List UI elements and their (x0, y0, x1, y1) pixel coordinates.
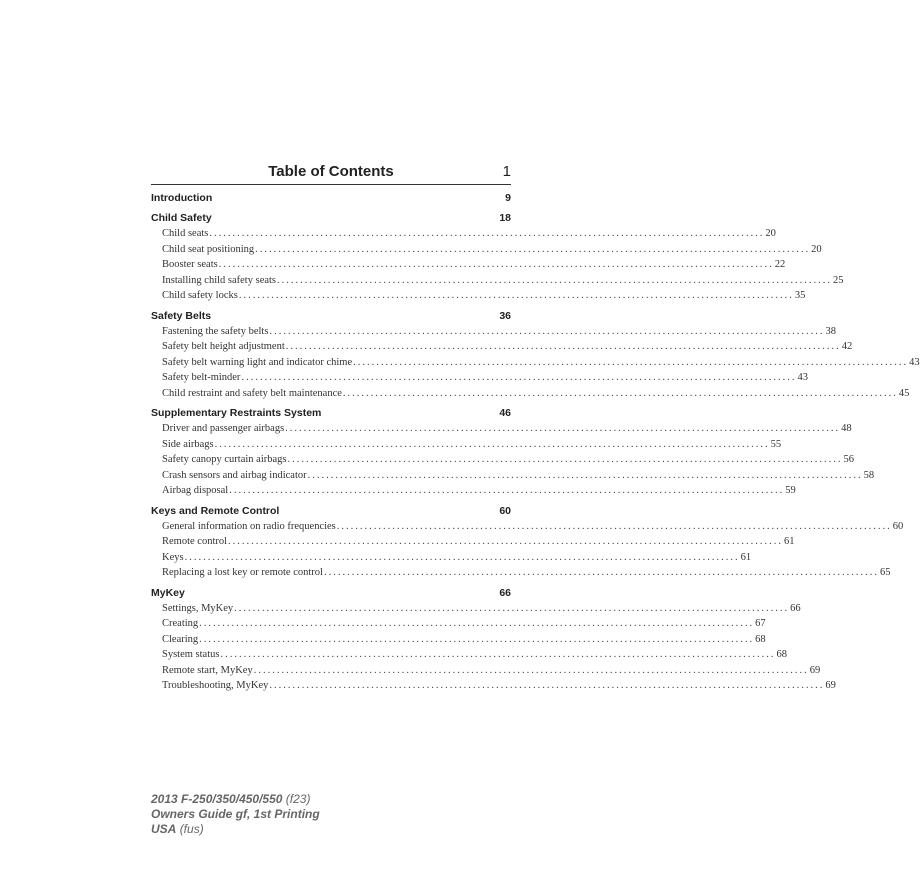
entry-label: Fastening the safety belts (162, 325, 269, 337)
entry-label: Crash sensors and airbag indicator (162, 469, 307, 481)
toc-entry[interactable] (151, 324, 836, 340)
dot-leader: ........................................................................................................................ (353, 356, 909, 368)
footer-region-code: (fus) (179, 822, 204, 836)
entry-page: 42 (841, 341, 853, 352)
toc-entry[interactable] (151, 370, 808, 386)
entry-label: Troubleshooting, MyKey (162, 680, 269, 691)
entry-label: Installing child safety seats (162, 274, 277, 286)
section-title: MyKey (151, 586, 185, 599)
toc-entry[interactable] (151, 565, 891, 581)
dot-leader: ........................................................................................................................ (218, 259, 774, 270)
toc-entry[interactable] (151, 257, 786, 273)
toc-entry[interactable] (151, 273, 844, 289)
footer-line-1 (151, 792, 320, 807)
toc-entry[interactable] (151, 519, 904, 535)
entry-page: 22 (774, 259, 786, 270)
entry-page: 68 (755, 633, 766, 645)
section-page: 18 (499, 212, 511, 224)
dot-leader: ........................................................................................................................ (287, 454, 843, 465)
toc-section (151, 309, 920, 402)
toc-entry[interactable] (151, 437, 782, 453)
section-heading[interactable] (151, 504, 511, 519)
toc-section (151, 191, 511, 206)
entry-label: Airbag disposal (162, 485, 229, 496)
entry-label: Clearing (162, 633, 199, 645)
toc-entry[interactable] (151, 534, 795, 550)
section-heading[interactable] (151, 211, 511, 226)
dot-leader: ........................................................................................................................ (253, 664, 809, 676)
entry-label: Side airbags (162, 438, 214, 450)
entry-label: Remote control (162, 536, 228, 547)
entry-list (151, 519, 904, 581)
toc-entry[interactable] (151, 386, 910, 402)
section-title: Safety Belts (151, 309, 212, 322)
toc-entry[interactable] (151, 226, 776, 242)
dot-leader: ........................................................................................................................ (214, 438, 770, 450)
dot-leader: ........................................................................................................................ (199, 618, 755, 629)
section-page: 9 (505, 192, 511, 204)
section-page: 60 (499, 504, 511, 517)
entry-page: 35 (794, 290, 806, 301)
entry-label: Safety canopy curtain airbags (162, 454, 287, 465)
entry-list (151, 601, 836, 694)
entry-page: 45 (898, 387, 910, 399)
entry-page: 20 (765, 228, 776, 239)
section-page: 66 (499, 586, 511, 599)
entry-page: 48 (841, 423, 852, 434)
footer-line-3 (151, 822, 320, 837)
entry-page: 69 (809, 664, 821, 676)
entry-page: 68 (776, 649, 787, 660)
dot-leader: ........................................................................................................................ (285, 341, 841, 352)
entry-page: 58 (863, 469, 875, 481)
toc-section (151, 211, 844, 304)
entry-page: 25 (833, 274, 844, 286)
toc-entry[interactable] (151, 452, 854, 468)
section-title: Keys and Remote Control (151, 504, 280, 517)
entry-label: Creating (162, 618, 199, 629)
dot-leader: ........................................................................................................................ (285, 423, 841, 434)
entry-label: Safety belt warning light and indicator chime (162, 356, 353, 368)
entry-page: 43 (797, 372, 808, 383)
footer-line-2 (151, 807, 320, 822)
footer-region: USA (151, 822, 177, 836)
entry-label: Remote start, MyKey (162, 664, 253, 676)
dot-leader: ........................................................................................................................ (336, 520, 892, 532)
toc-entry[interactable] (151, 483, 796, 499)
toc-entry[interactable] (151, 550, 752, 566)
entry-page: 65 (879, 567, 891, 578)
entry-page: 20 (811, 243, 822, 255)
dot-leader: ........................................................................................................................ (241, 372, 797, 383)
entry-page: 67 (755, 618, 766, 629)
section-title: Introduction (151, 192, 213, 204)
dot-leader: ........................................................................................................................ (238, 290, 794, 301)
toc-entry[interactable] (151, 242, 822, 258)
toc-entry[interactable] (151, 616, 766, 632)
entry-label: Safety belt height adjustment (162, 341, 285, 352)
page-title: Table of Contents (268, 163, 394, 180)
entry-label: General information on radio frequencies (162, 520, 336, 532)
entry-label: Child restraint and safety belt maintenance (162, 387, 342, 399)
entry-label: Keys (162, 551, 184, 563)
toc-entry[interactable] (151, 288, 806, 304)
entry-list (151, 324, 920, 402)
toc-entry[interactable] (151, 355, 920, 371)
dot-leader: ........................................................................................................................ (323, 567, 879, 578)
entry-page: 61 (784, 536, 795, 547)
toc-header (151, 160, 511, 185)
table-of-contents (151, 160, 920, 694)
entry-page: 66 (790, 602, 801, 614)
toc-entry[interactable] (151, 468, 875, 484)
section-title: Supplementary Restraints System (151, 407, 322, 419)
entry-page: 56 (843, 454, 854, 465)
dot-leader: ........................................................................................................................ (228, 536, 784, 547)
entry-label: System status (162, 649, 220, 660)
toc-entry[interactable] (151, 601, 801, 617)
entry-page: 60 (892, 520, 904, 532)
section-heading[interactable] (151, 586, 511, 601)
toc-entry[interactable] (151, 339, 853, 355)
section-page: 46 (499, 407, 511, 419)
entry-page: 43 (909, 356, 920, 368)
toc-entry[interactable] (151, 663, 821, 679)
entry-page: 61 (740, 551, 752, 563)
page-number: 1 (502, 163, 511, 180)
dot-leader: ........................................................................................................................ (199, 633, 755, 645)
section-heading[interactable] (151, 309, 511, 324)
toc-sections (151, 191, 920, 694)
toc-section (151, 504, 904, 581)
dot-leader: ........................................................................................................................ (234, 602, 790, 614)
toc-entry[interactable] (151, 678, 836, 694)
entry-label: Child safety locks (162, 290, 238, 301)
entry-label: Settings, MyKey (162, 602, 234, 614)
section-page: 36 (499, 309, 511, 322)
toc-entry[interactable] (151, 647, 787, 663)
dot-leader: ........................................................................................................................ (229, 485, 785, 496)
toc-section (151, 586, 836, 694)
entry-label: Booster seats (162, 259, 218, 270)
footer-model: 2013 F-250/350/450/550 (151, 792, 283, 806)
footer (151, 792, 320, 837)
toc-section (151, 406, 875, 499)
dot-leader: ........................................................................................................................ (255, 243, 811, 255)
entry-label: Replacing a lost key or remote control (162, 567, 323, 578)
entry-label: Driver and passenger airbags (162, 423, 285, 434)
toc-entry[interactable] (151, 632, 766, 648)
dot-leader: ........................................................................................................................ (269, 680, 825, 691)
entry-page: 55 (770, 438, 782, 450)
dot-leader: ........................................................................................................................ (269, 325, 825, 337)
entry-page: 38 (825, 325, 836, 337)
toc-entry[interactable] (151, 421, 852, 437)
entry-page: 59 (785, 485, 796, 496)
footer-model-code: (f23) (285, 792, 311, 806)
footer-printing: Owners Guide gf, 1st Printing (151, 807, 320, 821)
section-heading[interactable] (151, 191, 511, 206)
entry-list (151, 421, 875, 499)
entry-label: Child seat positioning (162, 243, 255, 255)
entry-page: 69 (825, 680, 836, 691)
section-heading[interactable] (151, 406, 511, 421)
entry-list (151, 226, 844, 304)
dot-leader: ........................................................................................................................ (184, 551, 740, 563)
dot-leader: ........................................................................................................................ (342, 387, 898, 399)
entry-label: Safety belt-minder (162, 372, 241, 383)
dot-leader: ........................................................................................................................ (277, 274, 833, 286)
section-title: Child Safety (151, 212, 212, 224)
dot-leader: ........................................................................................................................ (209, 228, 765, 239)
dot-leader: ........................................................................................................................ (307, 469, 863, 481)
dot-leader: ........................................................................................................................ (220, 649, 776, 660)
entry-label: Child seats (162, 228, 209, 239)
